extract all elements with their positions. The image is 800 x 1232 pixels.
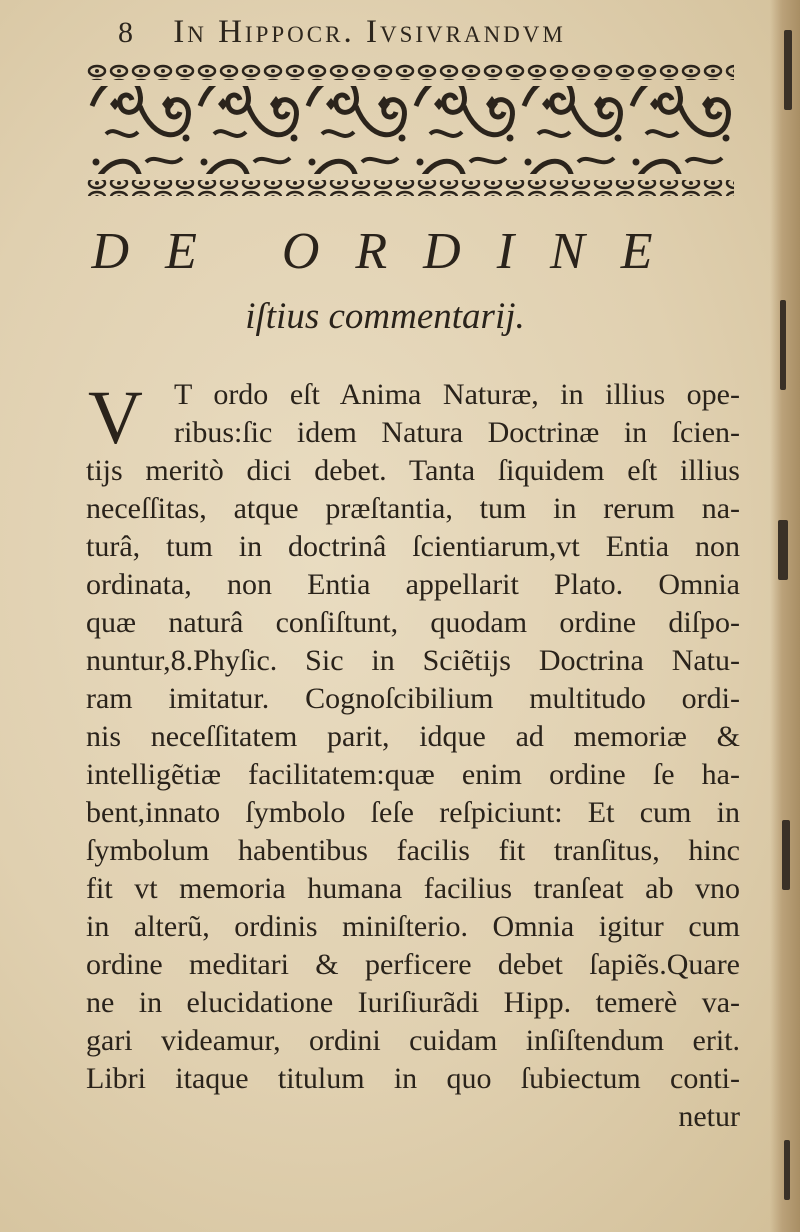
text-line: bent,innato ſymbolo ſeſe reſpiciunt: Et cum in	[86, 796, 740, 829]
drop-cap: V	[88, 376, 143, 460]
catchword: netur	[678, 1100, 740, 1133]
text-line: ordinata, non Entia appellarit Plato. Omnia	[86, 568, 740, 601]
text-line: in alterũ, ordinis miniſterio. Omnia igitur cum	[86, 910, 740, 943]
text-line: ne in elucidatione Iuriſiurãdi Hipp. temerè va-	[86, 986, 740, 1019]
edge-mark	[782, 820, 790, 890]
text-line: ordine meditari & perficere debet ſapiẽs.Quare	[86, 948, 740, 981]
text-line: ram imitatur. Cognoſcibilium multitudo ordi-	[86, 682, 740, 715]
running-head	[118, 14, 718, 54]
chapter-title: DE ORDINE	[91, 223, 689, 280]
edge-mark	[778, 520, 788, 580]
text-line: Libri itaque titulum in quo ſubiectum conti-	[86, 1062, 740, 1095]
text-line: gari videamur, ordini cuidam inſiſtendum erit.	[86, 1024, 740, 1057]
page-number: 8	[118, 16, 136, 49]
chapter-subtitle: iſtius commentarij.	[245, 296, 525, 337]
text-line: turâ, tum in doctrinâ ſcientiarum,vt Entia non	[86, 530, 740, 563]
text-line: neceſſitas, atque præſtantia, tum in rerum na-	[86, 492, 740, 525]
text-line: ribus:ſic idem Natura Doctrinæ in ſcien-	[174, 416, 740, 449]
edge-mark	[780, 300, 786, 390]
edge-mark	[784, 30, 792, 110]
running-title: In Hippocr. Ivsivrandvm	[173, 14, 566, 50]
page-edge	[770, 0, 800, 1232]
text-line: nis neceſſitatem parit, idque ad memoriæ &	[86, 720, 740, 753]
text-line: intelligẽtiæ facilitatem:quæ enim ordine ſe ha-	[86, 758, 740, 791]
text-line: T ordo eſt Anima Naturæ, in illius ope-	[174, 378, 740, 411]
edge-mark	[784, 1140, 790, 1200]
text-line: tijs meritò dici debet. Tanta ſiquidem eſt illius	[86, 454, 740, 487]
text-line: quæ naturâ conſiſtunt, quodam ordine diſpo-	[86, 606, 740, 639]
decorative-headpiece	[86, 64, 734, 196]
text-line: fit vt memoria humana facilius tranſeat ab vno	[86, 872, 740, 905]
text-line: ſymbolum habentibus facilis fit tranſitus, hinc	[86, 834, 740, 867]
text-line: nuntur,8.Phyſic. Sic in Sciẽtijs Doctrina Natu-	[86, 644, 740, 677]
body-text	[86, 376, 740, 1136]
